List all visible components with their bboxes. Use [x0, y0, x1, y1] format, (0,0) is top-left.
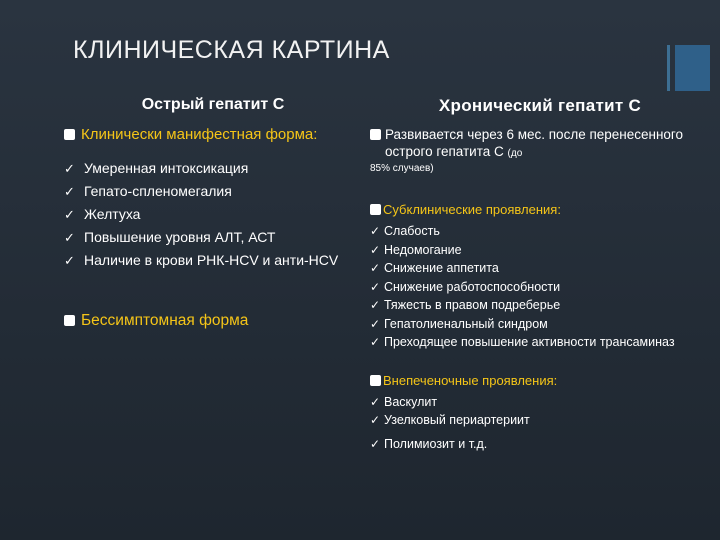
checkmark-icon: ✓ [370, 436, 381, 451]
checkmark-icon: ✓ [370, 224, 381, 238]
checkmark-icon: ✓ [64, 253, 75, 268]
square-bullet-icon [370, 375, 381, 386]
decorative-bar-thick [675, 45, 710, 91]
checkmark-icon: ✓ [64, 184, 75, 199]
checkmark-icon: ✓ [370, 335, 381, 349]
square-bullet-icon [370, 129, 381, 140]
develops-item [370, 126, 710, 162]
manifest-form-text: Клинически манифестная форма: [81, 126, 318, 143]
checkmark-icon: ✓ [370, 413, 381, 427]
list-item: ✓ Повышение уровня АЛТ, АСТ [64, 226, 354, 249]
subclinical-heading: Субклинические проявления: [383, 202, 561, 217]
slide-title: КЛИНИЧЕСКАЯ КАРТИНА [73, 36, 390, 64]
checkmark-icon: ✓ [370, 394, 381, 409]
subclinical-item [370, 202, 710, 218]
acute-symptoms-list [64, 157, 354, 272]
develops-text: Развивается через 6 мес. после перенесенного острого гепатита С [385, 127, 684, 159]
acute-hepatitis-heading: Острый гепатит С [141, 96, 285, 113]
checkmark-icon: ✓ [370, 261, 381, 275]
list-item: ✓ Преходящее повышение активности трансаминаз [370, 333, 710, 352]
checkmark-icon: ✓ [64, 161, 75, 176]
acute-hepatitis-column [64, 96, 354, 331]
list-item: ✓ Гепато-спленомегалия [64, 180, 354, 203]
list-item: ✓ Снижение работоспособности [370, 278, 710, 297]
extrahepatic-item [370, 373, 710, 389]
list-item: ✓ Полимиозит и т.д. [370, 435, 710, 454]
checkmark-icon: ✓ [370, 298, 381, 312]
list-item: ✓ Желтуха [64, 203, 354, 226]
list-item: ✓ Васкулит [370, 393, 710, 412]
list-item: ✓ Недомогание [370, 241, 710, 260]
checkmark-icon: ✓ [64, 230, 75, 245]
develops-note: 85% случаев) [370, 163, 434, 174]
list-item: ✓ Узелковый периартериит [370, 411, 710, 430]
decorative-bar-thin [667, 45, 670, 91]
checkmark-icon: ✓ [64, 207, 75, 222]
square-bullet-icon [370, 204, 381, 215]
checkmark-icon: ✓ [370, 242, 381, 257]
square-bullet-icon [64, 315, 75, 326]
checkmark-icon: ✓ [370, 316, 381, 331]
list-item: ✓ Снижение аппетита [370, 259, 710, 278]
asymptomatic-form-item [64, 310, 354, 331]
subclinical-list [370, 222, 710, 352]
list-item: ✓ Слабость [370, 222, 710, 241]
list-item: ✓ Тяжесть в правом подреберье [370, 296, 710, 315]
chronic-hepatitis-column [370, 96, 710, 453]
square-bullet-icon [64, 129, 75, 140]
chronic-hepatitis-heading: Хронический гепатит С [438, 96, 642, 115]
list-item: ✓ Гепатолиенальный синдром [370, 315, 710, 334]
list-item: ✓ Умеренная интоксикация [64, 157, 354, 180]
list-item: ✓ Наличие в крови РНК-HCV и анти-HCV [64, 249, 354, 272]
checkmark-icon: ✓ [370, 279, 381, 294]
extrahepatic-heading: Внепеченочные проявления: [383, 372, 558, 388]
extrahepatic-list [370, 393, 710, 454]
develops-paren: (до [507, 148, 523, 159]
asymptomatic-form-text: Бессимптомная форма [81, 312, 249, 329]
manifest-form-item [64, 124, 354, 145]
